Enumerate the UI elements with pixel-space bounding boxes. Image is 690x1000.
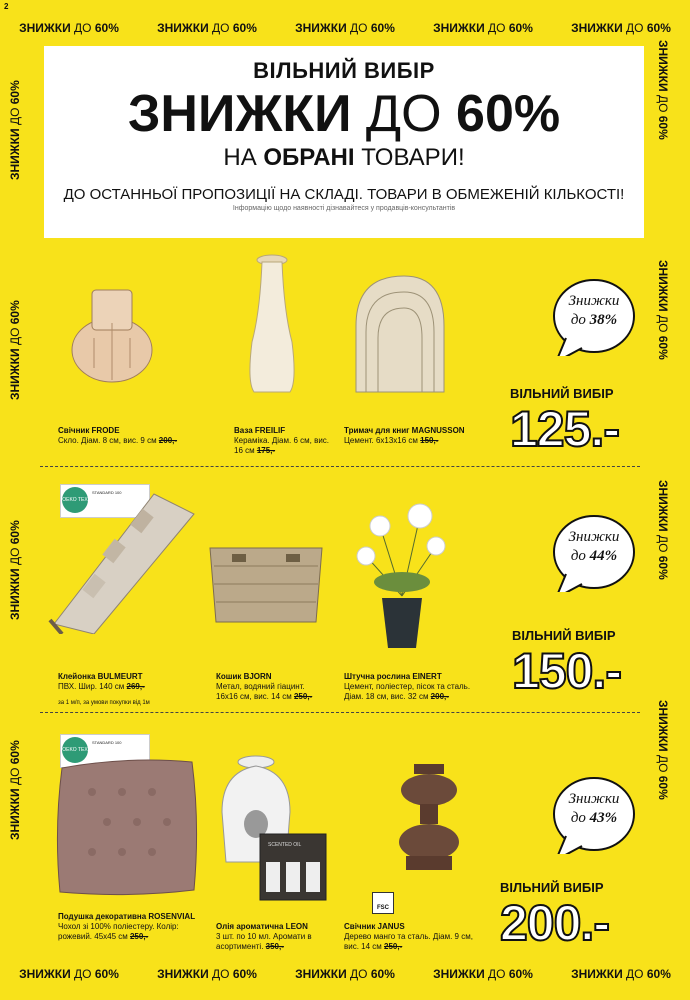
banner-text: ЗНИЖКИ ДО 60% (8, 520, 22, 620)
banner-text: ЗНИЖКИ ДО 60% (157, 21, 257, 35)
banner-text: ЗНИЖКИ ДО 60% (19, 21, 119, 35)
product-name: Свічник JANUS (344, 922, 405, 931)
bookend-image (352, 268, 448, 396)
product-note: за 1 м/п, за умови покупки від 1м (58, 700, 150, 706)
product-desc: Скло. Діам. 8 см, вис. 9 см 200,- (58, 436, 178, 445)
product-name: Свічник FRODE (58, 426, 120, 435)
tablecloth-image (44, 484, 204, 634)
aroma-oil-set-image (216, 752, 328, 902)
banner-text: ЗНИЖКИ ДО 60% (433, 21, 533, 35)
row-divider (40, 466, 640, 467)
basket-image (206, 536, 326, 626)
fsc-logo: FSC (372, 892, 394, 914)
header-title: ЗНИЖКИ ДО 60% (127, 85, 561, 143)
header-supertitle: ВІЛЬНИЙ ВИБІР (253, 58, 435, 83)
product-bjorn (216, 672, 326, 702)
page-number: 2 (4, 2, 9, 11)
product-name: Кошик BJORN (216, 672, 272, 681)
banner-text: ЗНИЖКИ ДО 60% (8, 740, 22, 840)
banner-text: ЗНИЖКИ ДО 60% (19, 967, 119, 981)
banner-text: ЗНИЖКИ ДО 60% (433, 967, 533, 981)
product-name: Клейонка BULMEURT (58, 672, 143, 681)
vase-image (242, 252, 302, 398)
header-small-print: Інформацію щодо наявності дізнавайтеся у продавців-консультантів (232, 205, 456, 212)
oeko-tex-logo: OEKO TEX (62, 487, 88, 513)
discount-bubble-text: Знижки до 43% (568, 791, 620, 826)
left-banner (8, 0, 32, 1000)
sale-header (44, 46, 644, 238)
price: 125.- (510, 401, 619, 457)
product-desc: Дерево манго та сталь. Діам. 9 см, вис. 14 см 250,- (344, 932, 473, 951)
product-janus (344, 922, 484, 952)
product-name: Подушка декоративна ROSENVIAL (58, 912, 196, 921)
cushion-image (52, 752, 202, 898)
banner-text: ЗНИЖКИ ДО 60% (656, 40, 670, 140)
right-banner (656, 0, 680, 1000)
product-desc: 3 шт. по 10 мл. Аромати в асортименті. 350,- (216, 932, 312, 951)
candle-holder-image (64, 268, 160, 398)
discount-bubble-text: Знижки до 38% (568, 293, 620, 328)
product-name: Ваза FREILIF (234, 426, 286, 435)
scented-oil-box-label: SCENTED OIL (268, 842, 302, 848)
banner-text: ЗНИЖКИ ДО 60% (157, 967, 257, 981)
product-bulmeurt (58, 672, 198, 692)
banner-text: ЗНИЖКИ ДО 60% (295, 21, 395, 35)
candlestick-image (394, 760, 464, 872)
banner-text: ЗНИЖКИ ДО 60% (656, 480, 670, 580)
banner-text: ЗНИЖКИ ДО 60% (8, 300, 22, 400)
header-subtitle: НА ОБРАНІ ТОВАРИ! (223, 144, 465, 171)
artificial-plant-image (350, 486, 454, 650)
oeko-tex-logo: OEKO TEX (62, 737, 88, 763)
banner-text: ЗНИЖКИ ДО 60% (295, 967, 395, 981)
banner-text: ЗНИЖКИ ДО 60% (571, 967, 671, 981)
header-note: ДО ОСТАННЬОЇ ПРОПОЗИЦІЇ НА СКЛАДІ. ТОВАРИ В ОБМЕЖЕНІЙ КІЛЬКОСТІ! (63, 186, 625, 203)
product-desc: Метал, водяний гіацинт. 16x16 см, вис. 14 см 250,- (216, 682, 313, 701)
product-rosenvial (58, 912, 198, 942)
oeko-standard: STANDARD 100 (92, 490, 122, 495)
product-name: Тримач для книг MAGNUSSON (344, 426, 465, 435)
bottom-banner (0, 962, 690, 986)
price-label: ВІЛЬНИЙ ВИБІР (510, 386, 614, 401)
price: 200.- (500, 895, 609, 951)
product-desc: ПВХ. Шир. 140 см 269,- (58, 682, 145, 691)
price-label: ВІЛЬНИЙ ВИБІР (512, 628, 616, 643)
banner-text: ЗНИЖКИ ДО 60% (571, 21, 671, 35)
banner-text: ЗНИЖКИ ДО 60% (656, 260, 670, 360)
price: 150.- (512, 643, 621, 699)
product-desc: Цемент. 6x13x16 см 150,- (344, 436, 439, 445)
top-banner (0, 16, 690, 40)
product-leon (216, 922, 328, 952)
product-desc: Цемент, поліестер, пісок та сталь. Діам. 18 см, вис. 32 см 200,- (344, 682, 471, 701)
price-label: ВІЛЬНИЙ ВИБІР (500, 880, 604, 895)
product-freilif (234, 426, 334, 456)
product-desc: Кераміка. Діам. 6 см, вис. 16 см 175,- (234, 436, 330, 455)
banner-text: ЗНИЖКИ ДО 60% (8, 80, 22, 180)
product-name: Олія ароматична LEON (216, 922, 308, 931)
product-name: Штучна рослина EINERT (344, 672, 442, 681)
discount-bubble-text: Знижки до 44% (568, 529, 620, 564)
product-einert (344, 672, 484, 702)
row-divider (40, 712, 640, 713)
oeko-standard: STANDARD 100 (92, 740, 122, 745)
product-frode (58, 426, 198, 446)
banner-text: ЗНИЖКИ ДО 60% (656, 700, 670, 800)
product-desc: Чохол зі 100% поліестеру. Колір: рожевий. 45x45 см 250,- (58, 922, 179, 941)
product-magnusson (344, 426, 484, 446)
